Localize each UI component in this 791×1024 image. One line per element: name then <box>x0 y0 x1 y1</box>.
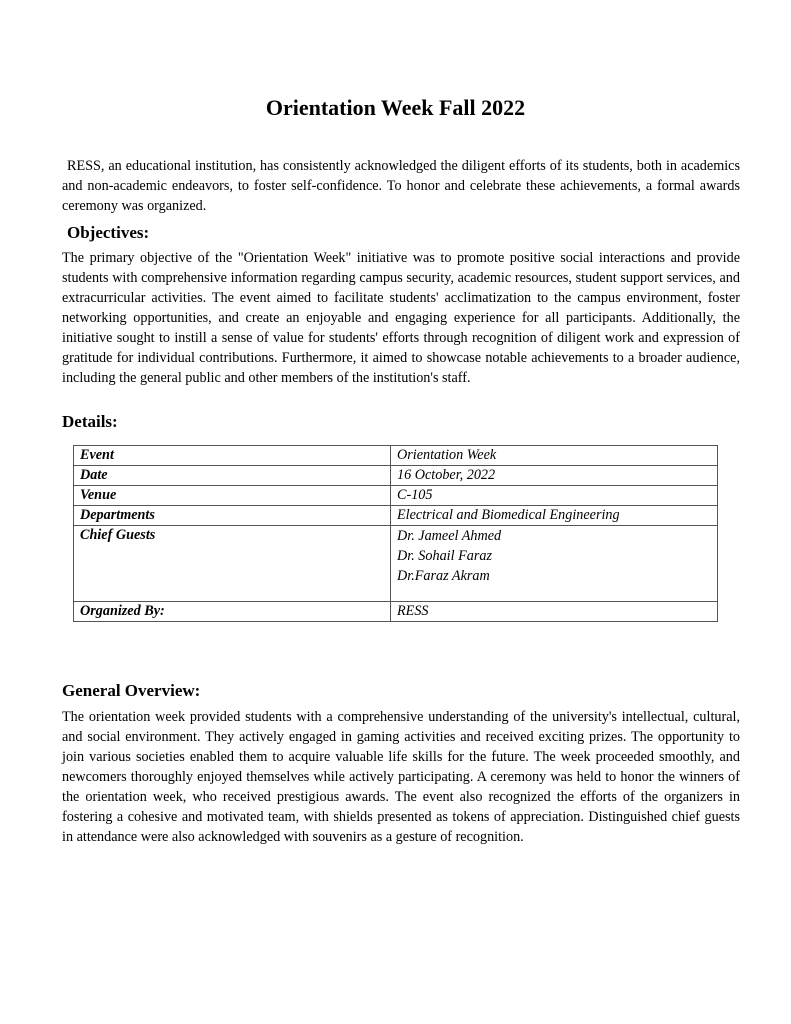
row-label-chief-guests: Chief Guests <box>74 526 391 602</box>
table-row <box>74 602 718 622</box>
objectives-heading: Objectives: <box>67 223 150 242</box>
row-label-event: Event <box>74 446 391 466</box>
chief-guest-name: Dr. Jameel Ahmed <box>397 528 502 544</box>
row-value-departments: Electrical and Biomedical Engineering <box>391 506 718 526</box>
overview-paragraph: The orientation week provided students with a comprehensive understanding of the university's intellectual, cultural, and social environment. They actively engaged in gaming activities and received exciting prizes. The opportunity to join various societies enabled them to acquire valuable life skills for the future. The week proceeded smoothly, and newcomers thoroughly enjoyed themselves while actively participating. A ceremony was held to honor the winners of the orientation week, who received prestigious awards. The event also recognized the efforts of the organizers in fostering a cohesive and motivated team, with shields presented as tokens of appreciation. Distinguished chief guests in attendance were also acknowledged with souvenirs as a gesture of recognition. <box>62 709 740 845</box>
row-value-chief-guests <box>391 526 718 602</box>
intro-paragraph: RESS, an educational institution, has consistently acknowledged the diligent efforts of its students, both in academics and non-academic endeavors, to foster self-confidence. To honor and celebrate these achievements, a formal awards ceremony was organized. <box>62 158 740 214</box>
row-label-venue: Venue <box>74 486 391 506</box>
row-value-venue: C-105 <box>391 486 718 506</box>
objectives-paragraph: The primary objective of the "Orientation Week" initiative was to promote positive social interactions and provide students with comprehensive information regarding campus security, academic resources, student support services, and extracurricular activities. The event aimed to facilitate students' acclimatization to the campus environment, foster networking opportunities, and create an enjoyable and engaging experience for all participants. Additionally, the initiative sought to instill a sense of value for students' efforts through recognition of diligent work and expression of gratitude for individual contributions. Furthermore, it aimed to showcase notable achievements to a broader audience, including the general public and other members of the institution's staff. <box>62 250 740 386</box>
row-label-date: Date <box>74 466 391 486</box>
chief-guest-name: Dr.Faraz Akram <box>397 568 490 584</box>
table-row <box>74 446 718 466</box>
chief-guest-name: Dr. Sohail Faraz <box>397 548 492 564</box>
row-label-departments: Departments <box>74 506 391 526</box>
table-row <box>74 526 718 602</box>
table-row <box>74 466 718 486</box>
table-row <box>74 506 718 526</box>
table-row <box>74 486 718 506</box>
details-table <box>73 445 718 622</box>
details-heading: Details: <box>62 412 118 431</box>
row-label-organized-by: Organized By: <box>74 602 391 622</box>
row-value-date: 16 October, 2022 <box>391 466 718 486</box>
row-value-event: Orientation Week <box>391 446 718 466</box>
row-value-organized-by: RESS <box>391 602 718 622</box>
overview-heading: General Overview: <box>62 681 201 700</box>
page-title: Orientation Week Fall 2022 <box>265 95 526 120</box>
